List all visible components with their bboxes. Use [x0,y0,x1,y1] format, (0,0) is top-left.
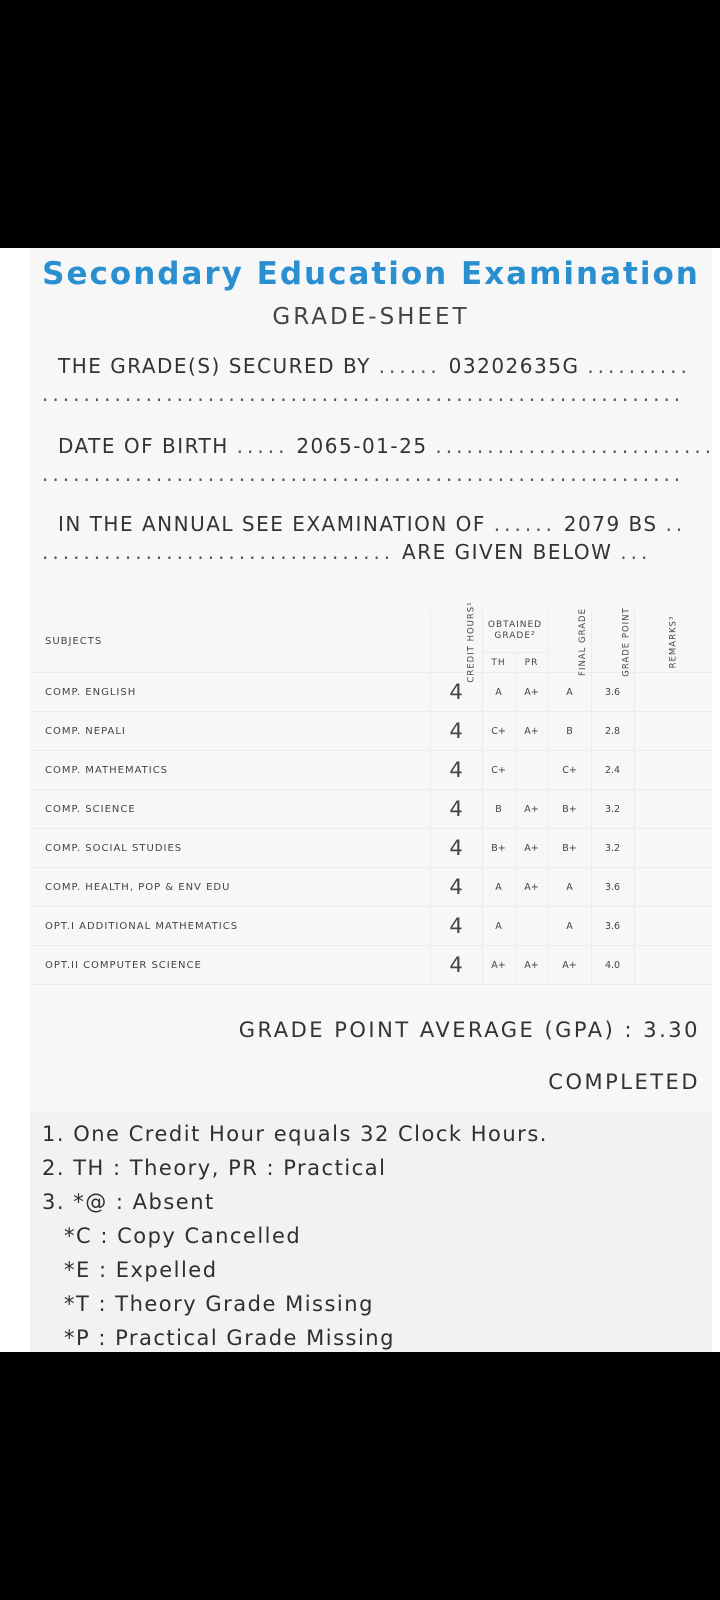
table-row [30,790,712,829]
header-th: TH [483,653,516,672]
exam-title: Secondary Education Examination [42,256,700,292]
credit-hours: 4 [430,946,482,985]
subject-name: COMP. SOCIAL STUDIES [30,829,430,868]
gpa-value: 3.30 [643,1018,700,1042]
pr-grade: A+ [515,946,548,985]
grade-point: 3.2 [591,790,634,829]
final-grade: B [548,712,591,751]
remarks [634,907,712,946]
remarks [634,790,712,829]
pr-grade: A+ [515,712,548,751]
subject-name: OPT.I ADDITIONAL MATHEMATICS [30,907,430,946]
grade-sheet [0,248,720,1352]
th-grade: C+ [482,751,515,790]
th-grade: A+ [482,946,515,985]
credit-hours: 4 [430,673,482,712]
dob-line: DATE OF BIRTH ..... 2065-01-25 ........................... [58,434,716,458]
table-row [30,868,712,907]
table-row [30,907,712,946]
credit-hours: 4 [430,712,482,751]
subject-name: COMP. ENGLISH [30,673,430,712]
footnote: *C : Copy Cancelled [64,1224,302,1248]
grade-point: 3.2 [591,829,634,868]
pr-grade [515,751,548,790]
exam-year: 2079 BS [563,512,658,536]
subject-name: COMP. MATHEMATICS [30,751,430,790]
footnote: *E : Expelled [64,1258,218,1282]
final-grade: A [548,868,591,907]
final-grade: C+ [548,751,591,790]
final-grade: A [548,673,591,712]
th-grade: A [482,907,515,946]
grade-point: 2.8 [591,712,634,751]
header-obtained-grade: OBTAINED GRADE² TH PR [482,610,548,673]
gpa-line [239,1018,700,1042]
header-pr: PR [524,657,539,668]
final-grade: A+ [548,946,591,985]
th-grade: C+ [482,712,515,751]
exam-line: IN THE ANNUAL SEE EXAMINATION OF ...... 2079 BS .. [58,512,687,536]
table-row [30,751,712,790]
exam-label: IN THE ANNUAL SEE EXAMINATION OF [58,512,486,536]
secured-by-label: THE GRADE(S) SECURED BY [58,354,371,378]
table-row [30,829,712,868]
header-subjects: SUBJECTS [30,610,430,673]
credit-hours: 4 [430,790,482,829]
final-grade: B+ [548,829,591,868]
grade-sheet-paper [30,248,716,1352]
grade-point: 4.0 [591,946,634,985]
final-grade: A [548,907,591,946]
remarks [634,712,712,751]
header-grade-point: GRADE POINT [591,610,634,673]
subject-name: COMP. SCIENCE [30,790,430,829]
subject-name: COMP. NEPALI [30,712,430,751]
grade-sheet-heading: GRADE-SHEET [272,304,470,330]
credit-hours: 4 [430,829,482,868]
remarks [634,829,712,868]
secured-by-line: THE GRADE(S) SECURED BY ...... 03202635G .......... [58,354,691,378]
pr-grade: A+ [515,673,548,712]
footnote: *P : Practical Grade Missing [64,1326,395,1350]
pr-grade: A+ [515,829,548,868]
final-grade: B+ [548,790,591,829]
th-grade: B [482,790,515,829]
footnote: *T : Theory Grade Missing [64,1292,374,1316]
dotted-fill: .............................................................. [42,462,685,486]
th-grade: A [482,868,515,907]
symbol-number: 03202635G [448,354,580,378]
remarks [634,946,712,985]
th-grade: B+ [482,829,515,868]
footnotes [30,1112,712,1352]
remarks [634,751,712,790]
credit-hours: 4 [430,907,482,946]
header-credit-hours: CREDIT HOURS¹ [430,610,482,673]
given-below-text: ARE GIVEN BELOW [402,540,613,564]
footnote: 1. One Credit Hour equals 32 Clock Hours. [42,1122,548,1146]
remarks [634,868,712,907]
table-header-row [30,610,712,673]
pr-grade: A+ [515,868,548,907]
given-below-line: .................................. ARE GIVEN BELOW ... [42,540,652,564]
subject-name: COMP. HEALTH, POP & ENV EDU [30,868,430,907]
grade-point: 3.6 [591,868,634,907]
credit-hours: 4 [430,868,482,907]
table-row [30,712,712,751]
grade-point: 3.6 [591,673,634,712]
table-row [30,673,712,712]
dob-label: DATE OF BIRTH [58,434,229,458]
header-remarks: REMARKS³ [634,610,712,673]
dotted-fill: .............................................................. [42,382,685,406]
subject-name: OPT.II COMPUTER SCIENCE [30,946,430,985]
pr-grade [515,907,548,946]
grade-point: 2.4 [591,751,634,790]
gpa-label: GRADE POINT AVERAGE (GPA) : [238,1018,635,1042]
footnote: 3. *@ : Absent [42,1190,215,1214]
result-status: COMPLETED [548,1070,700,1094]
table-row [30,946,712,985]
dob-value: 2065-01-25 [296,434,428,458]
grade-table [30,600,712,985]
grade-point: 3.6 [591,907,634,946]
footnote: 2. TH : Theory, PR : Practical [42,1156,387,1180]
th-grade: A [482,673,515,712]
remarks [634,673,712,712]
pr-grade: A+ [515,790,548,829]
header-final-grade: FINAL GRADE [548,610,591,673]
credit-hours: 4 [430,751,482,790]
